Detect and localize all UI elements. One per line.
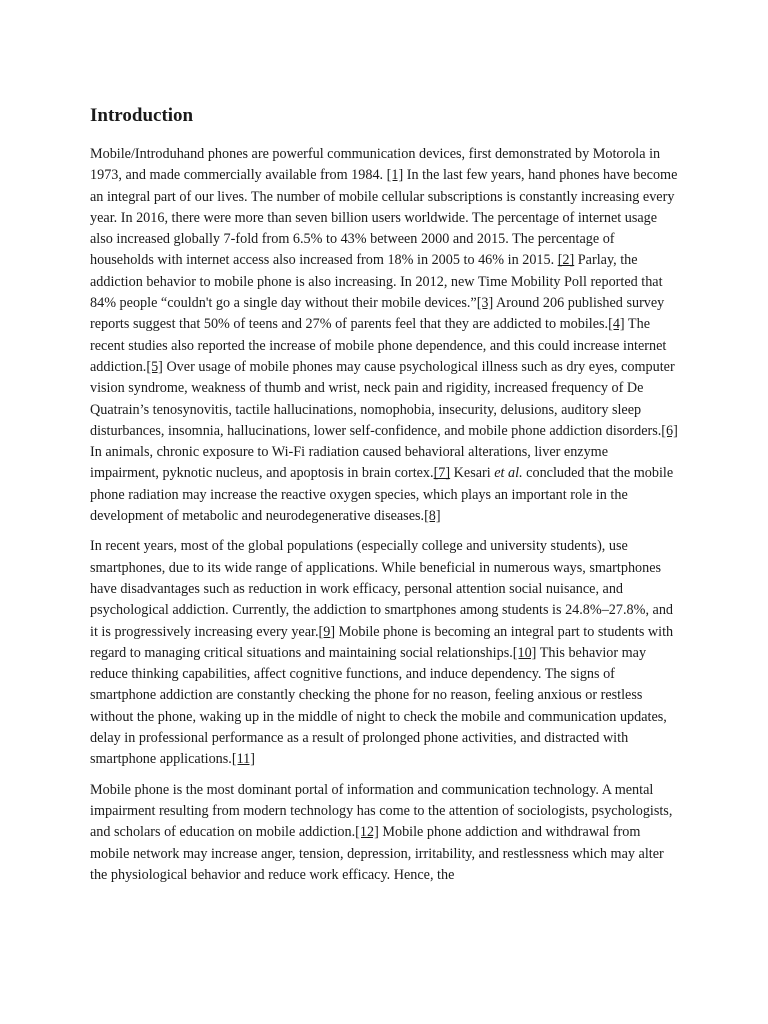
text-run: Mobile phone is the most dominant portal of information and communication technology. A mental impairment resulting from modern technology has come to the attention of sociologists, psychologists, and scholars of education on mobile addiction. <box>90 781 673 841</box>
text-run: In the last few years, hand phones have become an integral part of our lives. The number of mobile cellular subscriptions is constantly increasing every year. In 2016, there were more than seven billion users worldwide. The percentage of internet usage also increased globally 7-fold from 6.5% to 43% between 2000 and 2015. The percentage of households with internet access also increased from 18% in 2005 to 46% in 2015. <box>90 167 678 269</box>
text-run: concluded that the mobile phone radiation may increase the reactive oxygen species, which plays an important role in the development of metabolic and neurodegenerative diseases. <box>90 465 674 525</box>
paragraph <box>90 780 680 886</box>
text-run: Mobile phone is becoming an integral part to students with regard to managing critical situations and maintaining social relationships. <box>90 623 674 661</box>
paragraph-container <box>90 144 680 886</box>
citation-link[interactable]: [5] <box>146 358 163 375</box>
article-body <box>90 104 680 895</box>
citation-link[interactable]: [3] <box>476 295 494 312</box>
citation-link[interactable]: [1] <box>386 167 404 184</box>
citation-link[interactable]: [2] <box>557 252 575 269</box>
paragraph <box>90 536 680 770</box>
text-run: Kesari <box>450 465 495 482</box>
citation-link[interactable]: [7] <box>433 465 451 482</box>
citation-link[interactable]: [12] <box>355 824 379 841</box>
text-run: In animals, chronic exposure to Wi-Fi radiation caused behavioral alterations, liver enzyme impairment, pyknotic nucleus, and apoptosis in brain cortex. <box>90 444 609 482</box>
text-run: The recent studies also reported the increase of mobile phone dependence, and this could increase internet addiction. <box>90 316 667 375</box>
text-run: Mobile phone addiction and withdrawal from mobile network may increase anger, tension, depression, irritability, and restlessness which may alter the physiological behavior and reduce work efficacy. Hence, the <box>90 824 664 883</box>
citation-link[interactable]: [8] <box>424 508 441 525</box>
text-run: Around 206 published survey reports suggest that 50% of teens and 27% of parents feel that they are addicted to mobiles. <box>90 295 665 333</box>
section-heading: Introduction <box>90 105 194 126</box>
text-run: In recent years, most of the global populations (especially college and university students), use smartphones, due to its wide range of applications. While beneficial in numerous ways, smartphones have disadvantages such as reduction in work efficacy, personal attention social nuisance, and psychological addiction. Currently, the addiction to smartphones among students is 24.8%–27.8%, and it is progressively increasing every year. <box>90 538 674 640</box>
citation-link[interactable]: [10] <box>512 644 537 661</box>
citation-link[interactable]: [4] <box>608 316 625 333</box>
citation-link[interactable]: [11] <box>231 751 255 768</box>
text-run: Over usage of mobile phones may cause psychological illness such as dry eyes, computer vision syndrome, weakness of thumb and wrist, neck pain and rigidity, increased frequency of De Quatrain’s tenosynovitis, tactile hallucinations, nomophobia, insecurity, delusions, auditory sleep disturbances, insomnia, hallucinations, lower self-confidence, and mobile phone addiction disorders. <box>90 358 675 439</box>
text-run: Mobile/Introduhand phones are powerful communication devices, first demonstrated by Motorola in 1973, and made commercially available from 1984. <box>90 146 661 184</box>
text-run: This behavior may reduce thinking capabilities, affect cognitive functions, and induce dependency. The signs of smartphone addiction are constantly checking the phone for no reason, feeling anxious or restless without the phone, waking up in the middle of night to check the mobile and communication updates, delay in professional performance as a result of prolonged phone activities, and distracted with smartphone applications. <box>90 644 667 768</box>
paragraph <box>90 144 680 527</box>
citation-link[interactable]: [6] <box>661 422 678 439</box>
text-run: Parlay, the addiction behavior to mobile phone is also increasing. In 2012, new Time Mobility Poll reported that 84% people “couldn't go a single day without their mobile devices.” <box>90 252 663 312</box>
citation-link[interactable]: [9] <box>318 623 336 640</box>
italic-text: et al. <box>494 465 523 482</box>
